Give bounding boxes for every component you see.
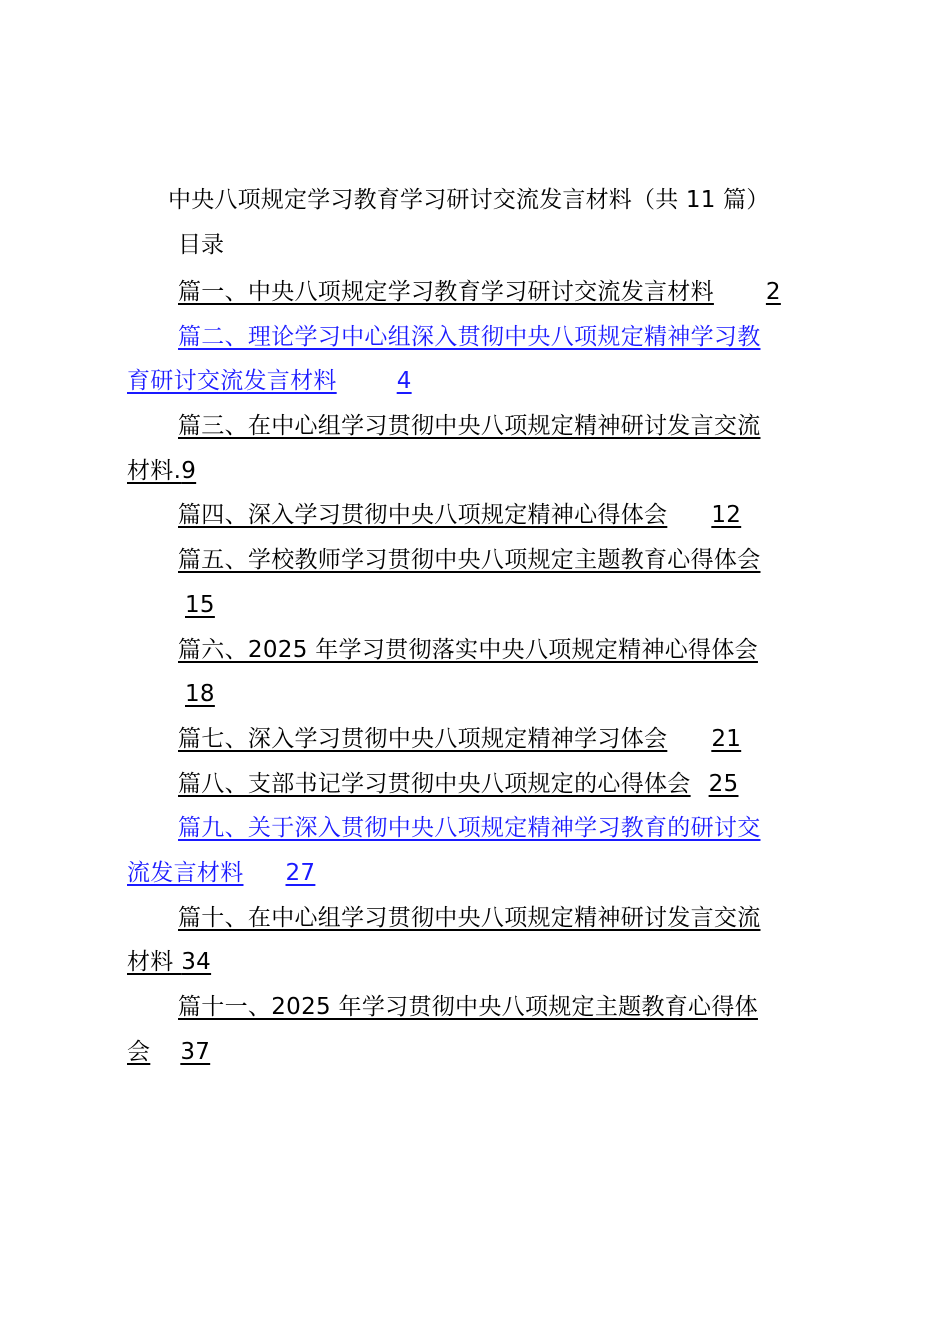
tab-leader: [150, 1030, 180, 1075]
toc-entry[interactable]: [127, 896, 837, 985]
toc-entry[interactable]: [127, 628, 837, 717]
toc-entry-line: [127, 359, 837, 404]
toc-entry-line: [127, 717, 837, 762]
toc-page-number: 21: [711, 725, 742, 752]
toc-entry-line: [127, 404, 837, 449]
toc-entry-title: 篇一、中央八项规定学习教育学习研讨交流发言材料: [178, 279, 714, 305]
toc-entry-line: [127, 672, 837, 717]
tab-leader: [667, 717, 711, 762]
toc-entry[interactable]: [127, 315, 837, 404]
toc-entry[interactable]: [127, 717, 837, 762]
toc-page-number: 18: [185, 681, 215, 708]
toc-entry-line: [127, 762, 837, 807]
toc-entry-title: 篇九、关于深入贯彻中央八项规定精神学习教育的研讨交: [178, 815, 761, 842]
toc-page-number: 12: [711, 502, 742, 529]
toc-entry-line: [127, 985, 837, 1030]
tab-leader: [127, 672, 185, 717]
toc-heading: 目录: [178, 232, 224, 258]
tab-leader: [667, 493, 711, 538]
toc-entry-title: 篇六、2025 年学习贯彻落实中央八项规定精神心得体会: [178, 636, 758, 663]
toc-entry-line: [127, 315, 837, 360]
toc-entry-title: 材料.: [127, 457, 182, 484]
toc-page-number: 2: [765, 279, 781, 305]
tab-leader: [714, 270, 766, 315]
toc-entry-line: [127, 538, 837, 583]
toc-entry-line: [127, 1030, 837, 1075]
toc-entry-title: 会: [127, 1038, 151, 1065]
toc-page-number: 4: [396, 368, 412, 395]
toc-entry[interactable]: [127, 806, 837, 895]
toc-entry[interactable]: [127, 270, 837, 315]
toc-page-number: 37: [180, 1038, 211, 1065]
toc-entry-title: 篇四、深入学习贯彻中央八项规定精神心得体会: [178, 502, 668, 529]
toc-entry-line: [127, 449, 837, 494]
toc-entry[interactable]: [127, 538, 837, 627]
toc-entry-title: 篇七、深入学习贯彻中央八项规定精神学习体会: [178, 725, 668, 752]
toc-entry-line: [127, 628, 837, 673]
tab-leader: [337, 359, 397, 404]
toc-entry-title: 流发言材料: [127, 859, 244, 886]
toc-entry-line: [127, 583, 837, 628]
toc-page-number: 15: [185, 591, 215, 618]
table-of-contents: [127, 270, 837, 1074]
toc-page-number: 27: [285, 859, 316, 886]
toc-entry-line: [127, 806, 837, 851]
tab-leader: [244, 851, 286, 896]
toc-entry[interactable]: [127, 762, 837, 807]
toc-entry[interactable]: [127, 985, 837, 1074]
toc-entry-title: 篇二、理论学习中心组深入贯彻中央八项规定精神学习教: [178, 323, 761, 350]
toc-entry-title: 篇十、在中心组学习贯彻中央八项规定精神研讨发言交流: [178, 904, 761, 931]
document-title: 中央八项规定学习教育学习研讨交流发言材料（共 11 篇）: [168, 187, 770, 213]
toc-entry-title: 育研讨交流发言材料: [127, 368, 337, 395]
toc-entry-title: 材料: [127, 949, 182, 976]
toc-entry-title: 篇十一、2025 年学习贯彻中央八项规定主题教育心得体: [178, 994, 758, 1020]
toc-entry-title: 篇五、学校教师学习贯彻中央八项规定主题教育心得体会: [178, 547, 761, 574]
tab-leader: [127, 583, 185, 628]
toc-entry-title: 篇八、支部书记学习贯彻中央八项规定的心得体会: [178, 770, 691, 797]
toc-page-number: 9: [181, 457, 197, 484]
toc-entry-line: [127, 940, 837, 985]
toc-entry-line: [127, 493, 837, 538]
toc-entry[interactable]: [127, 493, 837, 538]
tab-leader: [691, 762, 709, 807]
toc-page-number: 25: [708, 770, 739, 797]
toc-entry-line: [127, 270, 837, 315]
toc-entry-title: 篇三、在中心组学习贯彻中央八项规定精神研讨发言交流: [178, 413, 761, 440]
toc-entry[interactable]: [127, 404, 837, 493]
toc-entry-line: [127, 896, 837, 941]
toc-page-number: 34: [181, 949, 212, 976]
toc-entry-line: [127, 851, 837, 896]
